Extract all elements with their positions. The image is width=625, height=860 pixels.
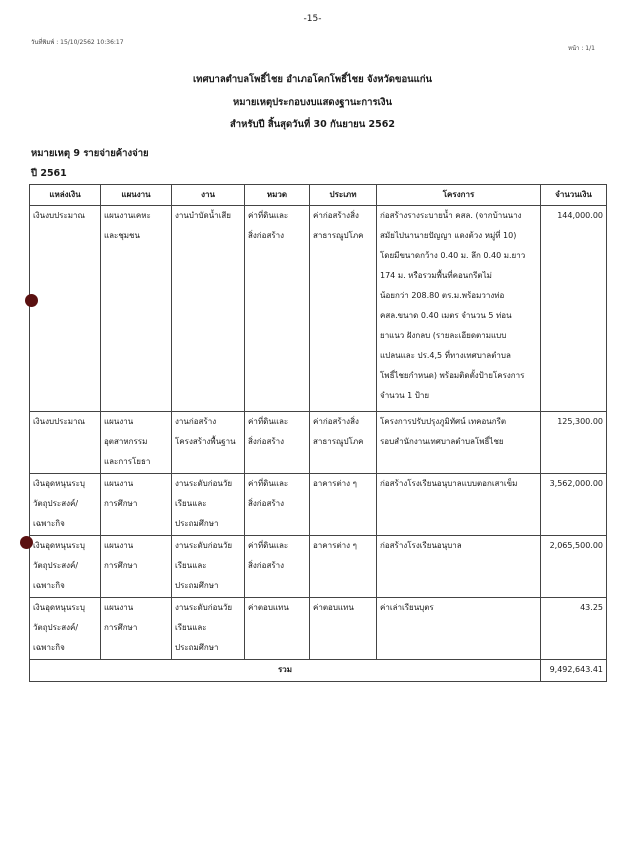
cell-funding-source-line: เฉพาะกิจ: [33, 519, 65, 528]
cell-project-line: ก่อสร้างโรงเรียนอนุบาล: [380, 541, 462, 550]
cell-work-line: โครงสร้างพื้นฐาน: [175, 437, 236, 446]
table-row: [30, 474, 607, 536]
cell-plan-line: แผนงานเคหะ: [104, 211, 151, 220]
cell-category-line: สิ่งก่อสร้าง: [248, 561, 285, 570]
cell-project-line: คสล.ขนาด 0.40 เมตร จำนวน 5 ท่อน: [380, 311, 512, 320]
cell-project-line: โพธิ์ไชยกำหนด) พร้อมติดตั้งป้ายโครงการ: [380, 371, 525, 380]
cell-plan-line: แผนงาน: [104, 479, 134, 488]
cell-category-line: ค่าที่ดินและ: [248, 479, 289, 488]
page-number: -15-: [303, 14, 322, 24]
cell-funding-source-line: วัตถุประสงค์/: [33, 561, 79, 570]
cell-project-line: ค่าเล่าเรียนบุตร: [380, 603, 434, 612]
header-category: หมวด: [245, 185, 310, 206]
cell-type: [310, 474, 377, 536]
cell-type: [310, 206, 377, 412]
cell-work-line: งานระดับก่อนวัย: [175, 541, 233, 550]
cell-type-line: สาธารณูปโภค: [313, 231, 364, 240]
cell-work-line: เรียนและ: [175, 499, 207, 508]
cell-project-line: ก่อสร้างโรงเรียนอนุบาลแบบตอกเสาเข็ม: [380, 479, 518, 488]
cell-funding-source: [30, 412, 101, 474]
cell-category-line: ค่าที่ดินและ: [248, 541, 289, 550]
accrued-expenses-table: [29, 184, 607, 682]
cell-work-line: ประถมศึกษา: [175, 643, 219, 652]
cell-category: [245, 412, 310, 474]
cell-project: [377, 598, 541, 660]
cell-funding-source-line: เฉพาะกิจ: [33, 581, 65, 590]
cell-funding-source-line: เงินงบประมาณ: [33, 417, 85, 426]
cell-amount: 3,562,000.00: [541, 474, 607, 536]
cell-project-line: โครงการปรับปรุงภูมิทัศน์ เทคอนกรีต: [380, 417, 507, 426]
cell-project-line: แปลนและ ปร.4,5 ที่ทางเทศบาลตำบล: [380, 351, 511, 360]
cell-funding-source: [30, 598, 101, 660]
cell-work-line: งานระดับก่อนวัย: [175, 603, 233, 612]
cell-project-line: สมัยไปนานายปัญญา แดงต้วง หมู่ที่ 10): [380, 231, 517, 240]
cell-work: [172, 474, 245, 536]
cell-work-line: เรียนและ: [175, 561, 207, 570]
header-work: งาน: [172, 185, 245, 206]
cell-plan-line: การศึกษา: [104, 561, 138, 570]
cell-plan-line: และชุมชน: [104, 231, 140, 240]
cell-work: [172, 598, 245, 660]
cell-project-line: น้อยกว่า 208.80 ตร.ม.พร้อมวางท่อ: [380, 291, 505, 300]
cell-funding-source-line: วัตถุประสงค์/: [33, 623, 79, 632]
cell-amount: 125,300.00: [541, 412, 607, 474]
header-project: โครงการ: [377, 185, 541, 206]
cell-funding-source-line: เงินอุดหนุนระบุ: [33, 479, 85, 488]
year-label: ปี 2561: [31, 168, 67, 179]
cell-funding-source-line: เงินอุดหนุนระบุ: [33, 603, 85, 612]
cell-work-line: ประถมศึกษา: [175, 581, 219, 590]
cell-work: [172, 206, 245, 412]
cell-work-line: งานก่อสร้าง: [175, 417, 217, 426]
cell-project-line: รอบสำนักงานเทศบาลตำบลโพธิ์ไชย: [380, 437, 504, 446]
cell-work-line: งานระดับก่อนวัย: [175, 479, 233, 488]
note-title: หมายเหตุ 9 รายจ่ายค้างจ่าย: [31, 148, 149, 159]
print-date: วันที่พิมพ์ : 15/10/2562 10:36:17: [31, 39, 124, 46]
cell-amount: 43.25: [541, 598, 607, 660]
cell-project: [377, 474, 541, 536]
cell-type-line: อาคารต่าง ๆ: [313, 541, 357, 550]
cell-work-line: งานบำบัดน้ำเสีย: [175, 211, 231, 220]
total-label: รวม: [30, 660, 541, 682]
cell-funding-source: [30, 206, 101, 412]
cell-category-line: ค่าที่ดินและ: [248, 417, 289, 426]
table-row: [30, 206, 607, 412]
cell-project: [377, 206, 541, 412]
cell-work-line: ประถมศึกษา: [175, 519, 219, 528]
cell-plan-line: แผนงาน: [104, 417, 134, 426]
header-amount: จำนวนเงิน: [541, 185, 607, 206]
table-row: [30, 412, 607, 474]
report-period: สำหรับปี สิ้นสุดวันที่ 30 กันยายน 2562: [229, 119, 395, 130]
report-title: หมายเหตุประกอบงบแสดงฐานะการเงิน: [233, 97, 392, 108]
cell-type: [310, 598, 377, 660]
cell-category: [245, 474, 310, 536]
cell-category-line: สิ่งก่อสร้าง: [248, 231, 285, 240]
cell-plan-line: อุตสาหกรรม: [104, 437, 148, 446]
cell-funding-source: [30, 474, 101, 536]
table-row: [30, 598, 607, 660]
cell-type: [310, 412, 377, 474]
cell-category: [245, 598, 310, 660]
cell-type-line: ค่าตอบแทน: [313, 603, 354, 612]
cell-plan: [101, 536, 172, 598]
cell-plan-line: แผนงาน: [104, 541, 134, 550]
cell-plan: [101, 412, 172, 474]
cell-type-line: ค่าก่อสร้างสิ่ง: [313, 211, 359, 220]
cell-funding-source-line: เฉพาะกิจ: [33, 643, 65, 652]
cell-plan-line: และการโยธา: [104, 457, 151, 466]
punch-hole-mark: [25, 294, 38, 307]
header-plan: แผนงาน: [101, 185, 172, 206]
cell-category-line: ค่าตอบแทน: [248, 603, 289, 612]
cell-funding-source-line: เงินอุดหนุนระบุ: [33, 541, 85, 550]
punch-hole-mark: [20, 536, 33, 549]
cell-plan-line: แผนงาน: [104, 603, 134, 612]
cell-plan: [101, 474, 172, 536]
cell-project: [377, 536, 541, 598]
cell-category-line: สิ่งก่อสร้าง: [248, 499, 285, 508]
cell-category-line: สิ่งก่อสร้าง: [248, 437, 285, 446]
cell-type-line: อาคารต่าง ๆ: [313, 479, 357, 488]
cell-plan: [101, 598, 172, 660]
header-type: ประเภท: [310, 185, 377, 206]
cell-plan-line: การศึกษา: [104, 499, 138, 508]
table-row: [30, 536, 607, 598]
cell-work-line: เรียนและ: [175, 623, 207, 632]
cell-category-line: ค่าที่ดินและ: [248, 211, 289, 220]
cell-funding-source-line: วัตถุประสงค์/: [33, 499, 79, 508]
org-title: เทศบาลตำบลโพธิ์ไชย อำเภอโคกโพธิ์ไชย จังหวัดขอนแก่น: [192, 74, 433, 85]
cell-project-line: ยาแนว ฝังกลบ (รายละเอียดตามแบบ: [380, 331, 507, 340]
total-amount: 9,492,643.41: [541, 660, 607, 682]
total-row: [30, 660, 607, 682]
cell-project-line: 174 ม. หรือรวมพื้นที่คอนกรีตไม่: [380, 271, 492, 280]
cell-project-line: จำนวน 1 ป้าย: [380, 391, 430, 400]
cell-type-line: ค่าก่อสร้างสิ่ง: [313, 417, 359, 426]
cell-funding-source-line: เงินงบประมาณ: [33, 211, 85, 220]
cell-type-line: สาธารณูปโภค: [313, 437, 364, 446]
cell-project-line: ก่อสร้างรางระบายน้ำ คสล. (จากบ้านนาง: [380, 211, 522, 220]
cell-plan-line: การศึกษา: [104, 623, 138, 632]
cell-amount: 2,065,500.00: [541, 536, 607, 598]
cell-project-line: โดยมีขนาดกว้าง 0.40 ม. ลึก 0.40 ม.ยาว: [380, 251, 526, 260]
cell-plan: [101, 206, 172, 412]
cell-amount: 144,000.00: [541, 206, 607, 412]
cell-work: [172, 412, 245, 474]
cell-type: [310, 536, 377, 598]
cell-work: [172, 536, 245, 598]
cell-category: [245, 536, 310, 598]
cell-funding-source: [30, 536, 101, 598]
cell-category: [245, 206, 310, 412]
cell-project: [377, 412, 541, 474]
table-header-row: [30, 185, 607, 206]
header-funding-source: แหล่งเงิน: [30, 185, 101, 206]
page-indicator: หน้า : 1/1: [568, 45, 595, 52]
